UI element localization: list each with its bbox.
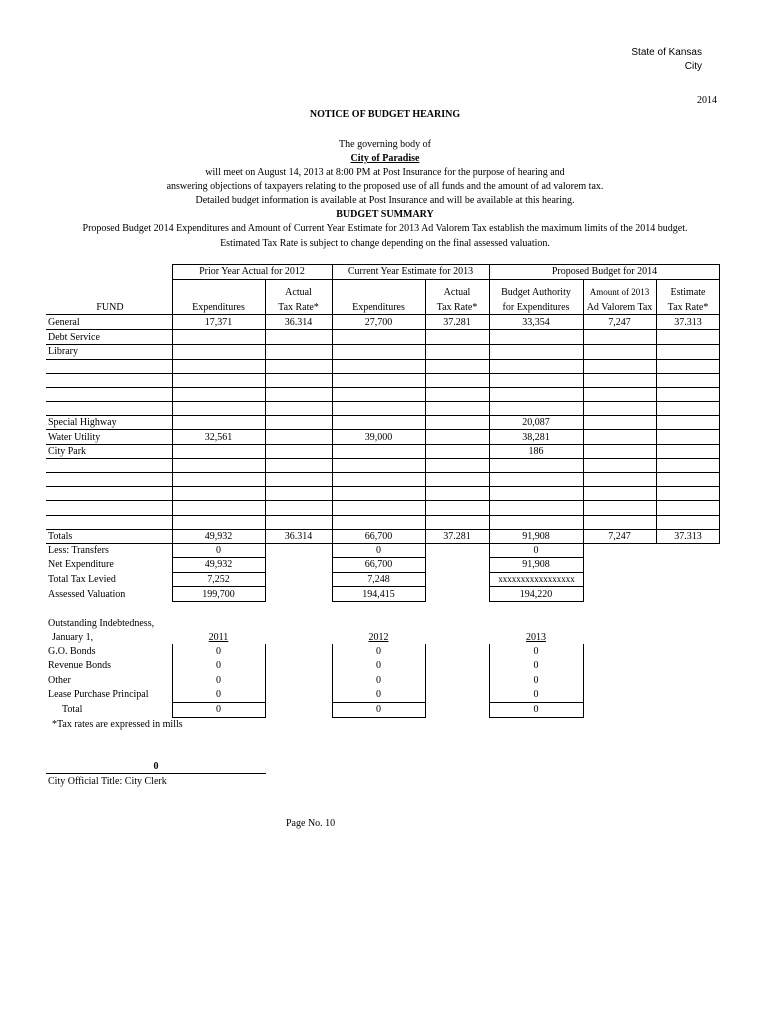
debt-label-2: January 1,	[52, 632, 94, 643]
intro-line-1: The governing body of	[339, 139, 431, 150]
year-label: 2014	[697, 95, 717, 106]
current-exp: 39,000	[364, 432, 393, 443]
debt-year-2011: 2011	[208, 632, 229, 643]
net-current: 66,700	[364, 559, 393, 570]
debt-value: 0	[533, 675, 539, 686]
valuation-proposed: 194,220	[519, 589, 553, 600]
totals-proposed-rate: 37.313	[674, 531, 702, 542]
debt-value: 0	[376, 689, 381, 700]
fund-name: Debt Service	[48, 332, 100, 343]
fund-name: Library	[48, 346, 78, 357]
debt-value: 0	[216, 675, 221, 686]
prior-exp: 17,371	[204, 317, 233, 328]
transfers-label: Less: Transfers	[48, 545, 109, 556]
valuation-prior: 199,700	[202, 589, 235, 600]
current-exp: 27,700	[364, 317, 393, 328]
proposed-exp: 33,354	[522, 317, 550, 328]
debt-value: 0	[216, 704, 221, 715]
signature-value: 0	[153, 761, 159, 772]
debt-row-label: Lease Purchase Principal	[48, 689, 149, 700]
fund-name: City Park	[48, 446, 87, 457]
page-number: Page No. 10	[286, 818, 336, 829]
page-title: NOTICE OF BUDGET HEARING	[309, 109, 461, 120]
group-header-current: Current Year Estimate for 2013	[347, 266, 474, 277]
debt-value: 0	[533, 689, 539, 700]
intro-line-3: answering objections of taxpayers relating to the proposed use of all funds and the amount of ad valorem tax.	[166, 181, 604, 192]
debt-value: 0	[533, 646, 539, 657]
intro-line-2: will meet on August 14, 2013 at 8:00 PM at Post Insurance for the purpose of hearing and	[205, 167, 565, 178]
debt-value: 0	[216, 689, 221, 700]
current-rate: 37.281	[443, 317, 471, 328]
debt-value: 0	[216, 660, 221, 671]
intro-line-4: Detailed budget information is available at Post Insurance and will be available at this hearing.	[195, 195, 575, 206]
fund-name: Water Utility	[48, 432, 101, 443]
col-budget-authority: Budget Authority	[501, 287, 571, 298]
col-fund: FUND	[96, 302, 124, 313]
city-name: City of Paradise	[350, 153, 420, 164]
col-exp-current: Expenditures	[352, 302, 405, 313]
col-actual-prior: Actual	[285, 287, 312, 298]
debt-row-label: Revenue Bonds	[48, 660, 112, 671]
valuation-current: 194,415	[362, 589, 395, 600]
debt-year-2013: 2013	[526, 632, 546, 643]
proposed-tax: 7,247	[608, 317, 631, 328]
col-for-expenditures: for Expenditures	[502, 302, 570, 313]
debt-value: 0	[376, 704, 381, 715]
debt-value: 0	[376, 660, 381, 671]
debt-year-2012: 2012	[368, 632, 389, 643]
fund-name: General	[48, 317, 80, 328]
totals-prior-exp: 49,932	[204, 531, 233, 542]
net-proposed: 91,908	[522, 559, 550, 570]
levied-current: 7,248	[367, 574, 390, 585]
debt-value: 0	[216, 646, 221, 657]
debt-row-label: Total	[62, 704, 83, 715]
col-taxrate-current: Tax Rate*	[436, 302, 478, 313]
totals-proposed-exp: 91,908	[522, 531, 550, 542]
totals-proposed-tax: 7,247	[608, 531, 631, 542]
transfers-prior: 0	[216, 545, 221, 556]
summary-title: BUDGET SUMMARY	[336, 209, 434, 220]
transfers-proposed: 0	[533, 545, 539, 556]
col-estimate: Estimate	[670, 287, 706, 298]
valuation-label: Assessed Valuation	[48, 589, 126, 600]
levied-label: Total Tax Levied	[48, 574, 116, 585]
col-actual-current: Actual	[443, 287, 471, 298]
col-taxrate-estimate: Tax Rate*	[667, 302, 709, 313]
debt-value: 0	[376, 646, 381, 657]
prior-exp: 32,561	[204, 432, 233, 443]
levied-prior: 7,252	[207, 574, 230, 585]
debt-row-label: Other	[48, 675, 71, 686]
debt-row-label: G.O. Bonds	[48, 646, 96, 657]
totals-current-rate: 37.281	[443, 531, 471, 542]
debt-label-1: Outstanding Indebtedness,	[48, 618, 155, 629]
totals-prior-rate: 36.314	[284, 531, 313, 542]
proposed-exp: 20,087	[522, 417, 550, 428]
debt-value: 0	[376, 675, 381, 686]
state-label: State of Kansas	[631, 47, 702, 58]
net-prior: 49,932	[204, 559, 233, 570]
proposed-rate: 37.313	[674, 317, 702, 328]
intro-line-6: Estimated Tax Rate is subject to change depending on the final assessed valuation.	[220, 238, 550, 249]
fund-name: Special Highway	[48, 417, 117, 428]
debt-value: 0	[533, 704, 539, 715]
col-ad-valorem: Ad Valorem Tax	[586, 302, 653, 313]
tax-rate-note: *Tax rates are expressed in mills	[52, 719, 183, 730]
levied-proposed: xxxxxxxxxxxxxxxxx	[498, 574, 575, 584]
intro-line-5: Proposed Budget 2014 Expenditures and Amount of Current Year Estimate for 2013 Ad Valorem Tax establish the maximum limits of the 2014 budget.	[82, 223, 688, 234]
totals-label: Totals	[48, 531, 73, 542]
col-amount-2013: Amount of 2013	[589, 287, 650, 297]
city-label: City	[684, 61, 702, 72]
group-header-prior: Prior Year Actual for 2012	[199, 266, 305, 277]
net-label: Net Expenditure	[48, 559, 114, 570]
col-exp-prior: Expenditures	[192, 302, 245, 313]
proposed-exp: 186	[528, 446, 544, 457]
prior-rate: 36.314	[284, 317, 313, 328]
col-taxrate-prior: Tax Rate*	[278, 302, 319, 313]
totals-current-exp: 66,700	[364, 531, 393, 542]
transfers-current: 0	[376, 545, 381, 556]
official-title: City Official Title: City Clerk	[48, 776, 167, 787]
group-header-proposed: Proposed Budget for 2014	[551, 266, 658, 277]
debt-value: 0	[533, 660, 539, 671]
proposed-exp: 38,281	[522, 432, 550, 443]
